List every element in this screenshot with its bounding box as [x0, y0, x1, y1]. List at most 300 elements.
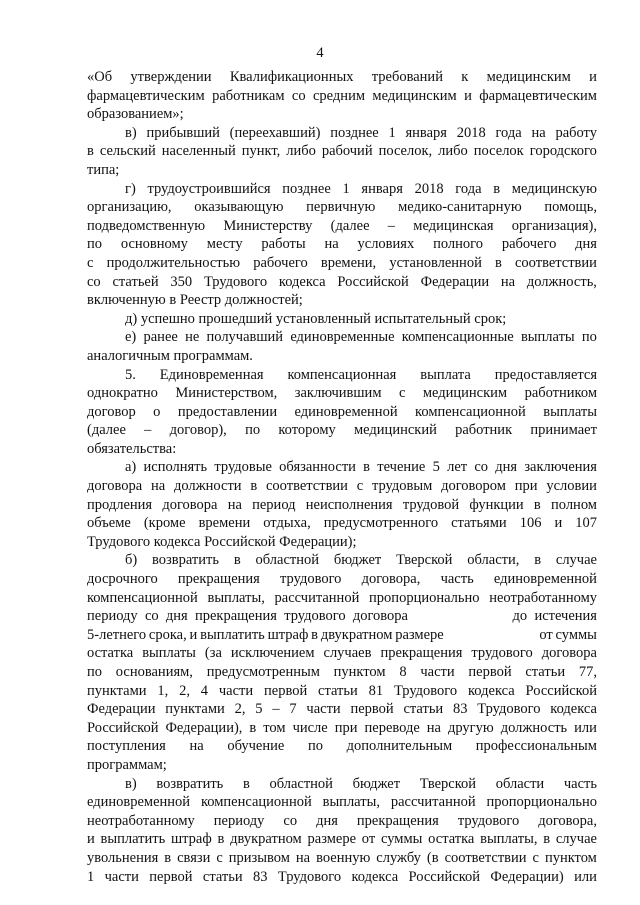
word: а) — [125, 459, 137, 476]
word: единовременной — [294, 403, 398, 420]
word: медицинским — [372, 87, 457, 104]
word: 8 — [399, 664, 407, 680]
word: периоду — [87, 608, 138, 625]
word: часть — [563, 775, 597, 792]
word: условии — [546, 478, 597, 495]
word: подведомственную — [87, 217, 206, 234]
word: по — [87, 236, 103, 253]
word: в — [250, 478, 258, 495]
word: трудовые — [214, 459, 272, 476]
word: полном — [551, 496, 597, 513]
word: поселок, — [378, 143, 433, 160]
word: первой — [264, 682, 308, 699]
word: полного — [433, 236, 483, 253]
word: Трудового — [393, 682, 458, 699]
word: случаев — [323, 645, 372, 662]
text-line — [87, 273, 597, 292]
word: отдыха, — [263, 515, 311, 532]
word: связи — [177, 849, 211, 866]
word: первой — [468, 664, 512, 680]
word: (кроме — [143, 515, 186, 532]
word: (далее — [330, 217, 370, 234]
word: трудовой — [402, 496, 460, 513]
word: Тверской — [396, 552, 453, 569]
word: исключением — [230, 645, 315, 662]
word: (переехавший) — [229, 124, 321, 141]
word: городского — [529, 143, 597, 160]
word: в — [543, 831, 551, 848]
word: предусмотренным — [206, 664, 320, 680]
word: возвратить — [156, 775, 224, 792]
word: 1 — [342, 180, 350, 197]
word: соответствии — [266, 478, 348, 495]
word: «Об — [87, 69, 113, 85]
word: по — [87, 664, 103, 680]
word: 83 — [253, 868, 268, 885]
text-line — [87, 421, 597, 440]
word: предоставлении — [177, 403, 278, 420]
text-line — [87, 477, 597, 496]
word: медицинскую — [511, 180, 597, 197]
word: на — [295, 849, 311, 866]
text-line — [87, 551, 597, 570]
word: в) — [125, 775, 137, 792]
word: до — [512, 608, 528, 625]
word: 1, — [157, 682, 169, 699]
text-line — [87, 700, 597, 719]
word: трудовым — [371, 478, 433, 495]
word: медико-санитарную — [398, 199, 522, 216]
word: пропорционально — [486, 794, 597, 811]
word: работу — [555, 124, 597, 141]
word: Тверской — [419, 775, 477, 792]
word: договора — [352, 608, 408, 625]
text-line: аналогичным программам. — [87, 347, 253, 364]
word: единовременной — [493, 571, 597, 588]
text-line — [87, 793, 597, 812]
word: договора, — [538, 812, 597, 829]
word: числе — [292, 719, 328, 736]
word: времени, — [320, 254, 377, 271]
word: области, — [467, 552, 520, 569]
word: 7 — [289, 701, 297, 718]
word: по — [307, 738, 323, 755]
word: должности — [173, 478, 242, 495]
word: (далее — [87, 422, 126, 439]
word: на — [324, 236, 339, 253]
word: года — [455, 180, 482, 197]
word: от — [361, 831, 376, 848]
word: на — [426, 719, 441, 736]
word: времени — [198, 515, 251, 532]
text-line: образованием»; — [87, 106, 184, 123]
word: года — [495, 124, 522, 141]
word: 5-летнего — [87, 626, 147, 643]
word: исполнять — [143, 459, 208, 476]
word: областной — [269, 775, 333, 792]
word: досрочного — [87, 571, 158, 588]
word: увольнения — [87, 849, 159, 866]
word: компенсационной — [87, 589, 198, 606]
word: кодекса — [550, 701, 597, 718]
word: со — [474, 459, 489, 476]
word: – — [387, 217, 396, 234]
word: выплаты — [142, 645, 196, 662]
word: в — [87, 143, 94, 160]
word: объеме — [87, 515, 131, 532]
word: компенсационной — [200, 794, 312, 811]
text-line — [87, 719, 597, 738]
word: суммы — [555, 626, 597, 643]
word: по — [581, 329, 597, 346]
word: в — [311, 626, 319, 643]
word: кодекса — [278, 273, 326, 290]
word: договором — [441, 478, 506, 495]
word: ранее — [143, 329, 178, 346]
word: при — [334, 719, 358, 736]
word: Трудового — [203, 273, 268, 290]
word: дня — [316, 812, 338, 829]
word: срока, — [148, 626, 187, 643]
text-line — [87, 496, 597, 515]
word: 5. — [125, 366, 136, 383]
word: кодекса — [351, 868, 399, 885]
word: бюджет — [352, 775, 401, 792]
text-line — [87, 403, 597, 422]
word: Российской — [525, 682, 597, 699]
text-line — [87, 830, 597, 849]
word: единовременной — [87, 794, 191, 811]
text-line — [87, 458, 597, 477]
word: 1 — [388, 124, 396, 141]
word: предоставляется — [494, 366, 597, 383]
word: работником — [524, 385, 597, 402]
word: статьями — [451, 515, 507, 532]
word: требований — [371, 69, 443, 85]
word: заключившим — [294, 385, 382, 402]
word: части — [104, 868, 139, 885]
word: пунктом — [333, 664, 386, 680]
word: прекращения — [356, 812, 439, 829]
word: средним — [313, 87, 366, 104]
word: января — [405, 124, 447, 141]
word: однократно — [87, 385, 158, 402]
word: службу — [376, 849, 421, 866]
word: течение — [377, 459, 426, 476]
text-line — [87, 775, 597, 794]
word: в — [164, 849, 172, 866]
text-line — [87, 812, 597, 831]
word: части — [306, 701, 341, 718]
word: период — [252, 496, 296, 513]
word: работник — [455, 422, 513, 439]
word: дополнительным — [346, 738, 453, 755]
word: с — [398, 385, 406, 402]
word: или — [574, 868, 597, 885]
word: выплатить — [100, 831, 166, 848]
word: помощь, — [544, 199, 597, 216]
word: с — [87, 254, 94, 271]
word: пункт, — [241, 143, 281, 160]
word: с — [532, 849, 539, 866]
word: трудового — [284, 608, 346, 625]
word: Трудового — [477, 701, 541, 718]
word: первой — [350, 701, 394, 718]
text-line — [87, 607, 597, 626]
word: части — [218, 682, 254, 699]
word: либо — [438, 143, 468, 160]
word: том — [263, 719, 286, 736]
word: истечения — [534, 608, 597, 625]
word: со — [283, 812, 298, 829]
word: 107 — [575, 515, 597, 532]
word: 350 — [170, 273, 193, 290]
word: выплаты, — [207, 589, 265, 606]
word: двукратном — [320, 626, 393, 643]
word: поселок — [473, 143, 524, 160]
word: соответствии — [444, 849, 527, 866]
word: и — [589, 69, 597, 85]
word: 4 — [200, 682, 209, 699]
word: другую — [448, 719, 494, 736]
word: 2018 — [414, 180, 444, 197]
word: пропорционально — [369, 589, 480, 606]
word: сельский — [99, 143, 156, 160]
word: работникам — [212, 87, 285, 104]
text-line — [87, 384, 597, 403]
word: рассчитанной — [390, 794, 476, 811]
word: периоду — [213, 812, 265, 829]
word: и — [87, 831, 95, 848]
word: января — [361, 180, 403, 197]
word: поступления — [87, 738, 166, 755]
word: части — [420, 664, 455, 680]
word: на — [500, 273, 516, 290]
word: неотработанному — [489, 589, 597, 606]
word: Федерации — [420, 273, 490, 290]
word: по — [245, 422, 261, 439]
text-line — [87, 87, 597, 106]
text-line: обязательства: — [87, 440, 177, 457]
word: должность — [500, 719, 568, 736]
word: Российской — [337, 273, 409, 290]
word: при — [514, 478, 538, 495]
word: прекращения — [194, 608, 277, 625]
word: медицинским — [486, 69, 571, 85]
word: областной — [255, 552, 319, 569]
word: дня — [575, 236, 597, 253]
word: неисполнения — [305, 496, 393, 513]
text-line — [87, 68, 597, 87]
word: работы — [261, 236, 306, 253]
word: возвратить — [152, 552, 219, 569]
word: договора — [541, 645, 597, 662]
text-line — [87, 626, 597, 645]
word: Министерству — [223, 217, 313, 234]
word: продления — [87, 496, 153, 513]
word: е) — [125, 329, 137, 346]
word: рабочего — [253, 254, 308, 271]
word: в — [233, 552, 241, 569]
word: Трудового — [277, 868, 342, 885]
word: договор — [87, 403, 136, 420]
word: пунктом — [544, 849, 597, 866]
word: Министерством, — [175, 385, 278, 402]
word: бюджет — [333, 552, 382, 569]
word: условиях — [357, 236, 415, 253]
word: населенный — [161, 143, 236, 160]
word: и — [554, 515, 563, 532]
word: с — [356, 478, 364, 495]
word: фармацевтическим — [87, 87, 205, 104]
word: суммы — [380, 831, 423, 848]
word: Российской — [408, 868, 481, 885]
word: случае — [555, 831, 597, 848]
word: договора, — [361, 571, 421, 588]
text-line — [87, 570, 597, 589]
text-line — [87, 217, 597, 236]
word: обучение — [227, 738, 285, 755]
word: Федерации) — [490, 868, 564, 885]
word: соответствии — [514, 254, 597, 271]
word: дня — [165, 608, 188, 625]
word: выплата — [420, 366, 471, 383]
word: продолжительностью — [106, 254, 241, 271]
word: Единовременная — [159, 366, 264, 383]
word: прекращения — [177, 571, 260, 588]
word: организацию, — [87, 199, 172, 216]
word: штраф — [267, 626, 309, 643]
text-line — [87, 663, 597, 682]
word: принимает — [530, 422, 597, 439]
text-line — [87, 644, 597, 663]
word: выплаты, — [480, 831, 538, 848]
word: 2018 — [456, 124, 486, 141]
text-line — [87, 589, 597, 608]
word: 81 — [368, 682, 384, 699]
text-line — [87, 328, 597, 347]
text-line — [87, 737, 597, 756]
word: выплаты, — [322, 794, 380, 811]
word: оказывающую — [194, 199, 284, 216]
word: в — [217, 831, 225, 848]
text-line — [87, 180, 597, 199]
word: кодекса — [467, 682, 515, 699]
word: пунктами — [87, 682, 147, 699]
word: прекращения — [380, 645, 463, 662]
word: переводе — [364, 719, 420, 736]
word: в — [494, 254, 502, 271]
word: позднее — [330, 124, 379, 141]
word: 2, — [179, 682, 190, 699]
word: прибывший — [146, 124, 220, 141]
text-line: д) успешно прошедший установленный испытательный срок; — [125, 310, 507, 327]
text-line — [87, 254, 597, 273]
word: 2, — [234, 701, 246, 718]
word: лет — [447, 459, 468, 476]
word: статьей — [112, 273, 159, 290]
text-line: типа; — [87, 161, 120, 178]
word: трудового — [280, 571, 342, 588]
word: медицинский — [354, 422, 437, 439]
blank-space — [415, 607, 505, 626]
word: единовременные — [290, 329, 395, 346]
word: 77, — [578, 664, 597, 680]
word: статьи — [525, 664, 566, 680]
word: трудового — [457, 812, 520, 829]
word: со — [144, 608, 159, 625]
text-line — [87, 235, 597, 254]
text-line: программам; — [87, 756, 167, 773]
word: не — [185, 329, 200, 346]
word: г) — [125, 180, 136, 197]
word: и — [189, 626, 198, 643]
word: в) — [125, 124, 137, 141]
text-line — [87, 198, 597, 217]
word: компенсационные — [401, 329, 514, 346]
word: статьи — [403, 701, 444, 718]
word: трудоустроившийся — [147, 180, 271, 197]
word: (в — [426, 849, 439, 866]
word: фармацевтическим — [479, 87, 597, 104]
word: на — [189, 738, 204, 755]
word: Квалификационных — [229, 69, 354, 85]
word: 5 — [432, 459, 440, 476]
word: военную — [316, 849, 371, 866]
word: позднее — [282, 180, 331, 197]
word: часть — [440, 571, 474, 588]
word: организация), — [511, 217, 597, 234]
word: к — [461, 69, 469, 85]
word: Федерации), — [165, 719, 243, 736]
word: на — [531, 124, 546, 141]
word: договора — [87, 478, 143, 495]
text-line — [87, 849, 597, 868]
word: в — [534, 552, 542, 569]
word: со — [87, 273, 101, 290]
word: рассчитанной — [274, 589, 360, 606]
word: должность, — [526, 273, 597, 290]
word: предусмотренного — [323, 515, 439, 532]
word: размере — [307, 831, 357, 848]
word: либо — [286, 143, 316, 160]
word: пунктами — [165, 701, 225, 718]
word: – — [144, 422, 152, 439]
word: 83 — [453, 701, 468, 718]
word: Федерации — [87, 701, 156, 718]
text-line — [87, 682, 597, 701]
word: 5 — [255, 701, 263, 718]
word: дня — [495, 459, 518, 476]
word: на — [150, 478, 166, 495]
word: на — [227, 496, 242, 513]
word: рабочего — [501, 236, 557, 253]
word: с — [216, 849, 223, 866]
word: 106 — [519, 515, 542, 532]
word: утверждении — [130, 69, 212, 85]
word: (за — [204, 645, 222, 662]
word: компенсационной — [415, 403, 526, 420]
word: или — [574, 719, 597, 736]
word: медицинским — [422, 385, 508, 402]
word: основаниям, — [115, 664, 193, 680]
word: компенсационная — [287, 366, 397, 383]
word: первой — [149, 868, 193, 885]
document-body — [87, 68, 597, 886]
word: призывом — [228, 849, 290, 866]
word: основному — [120, 236, 188, 253]
word: б) — [125, 552, 138, 569]
